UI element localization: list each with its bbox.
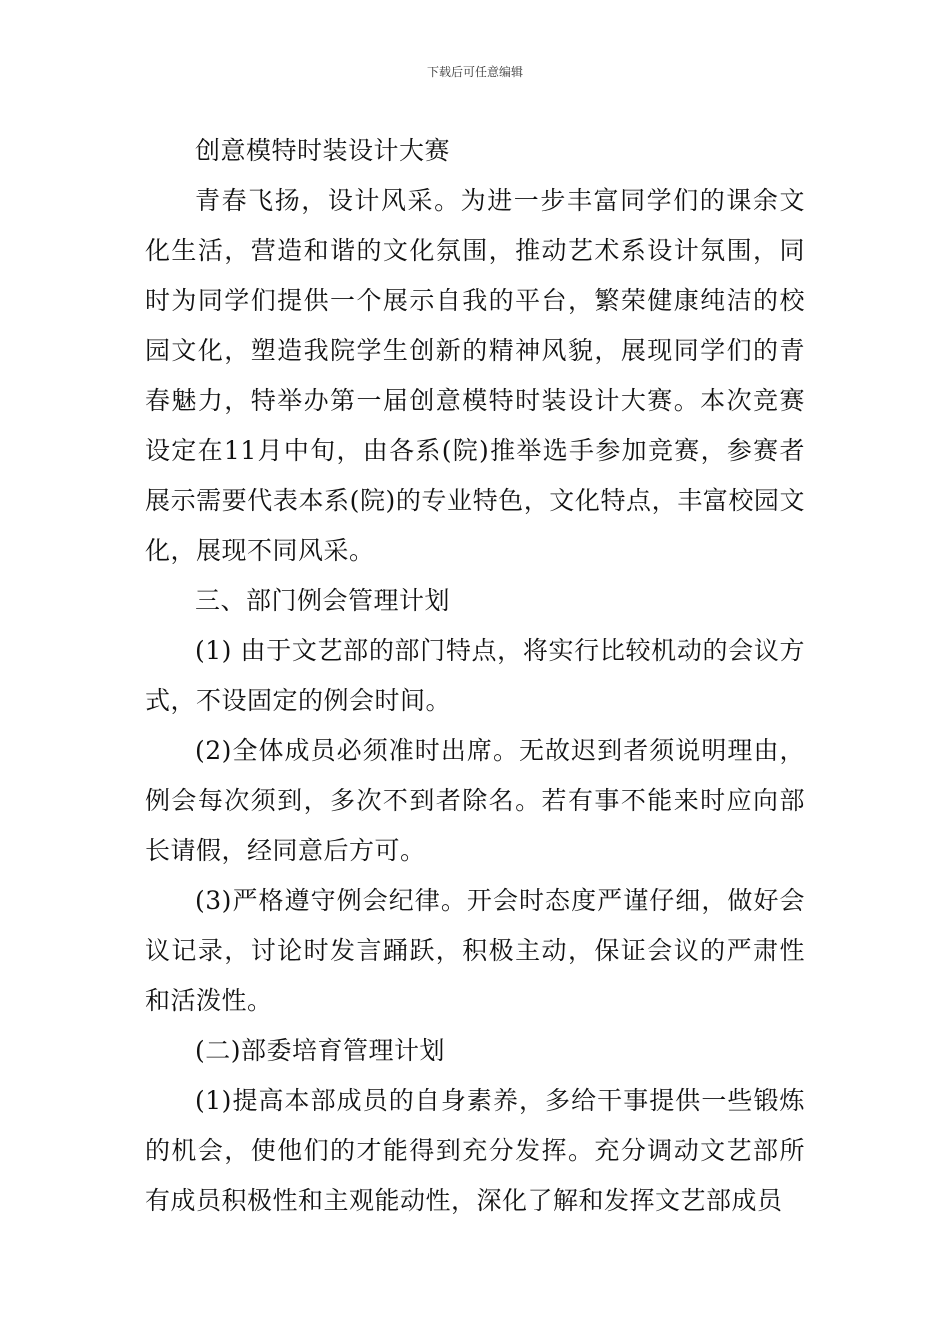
- page-header: 下载后可任意编辑: [426, 65, 523, 79]
- paragraph-meeting-item-1: (1) 由于文艺部的部门特点，将实行比较机动的会议方式，不设固定的例会时间。: [145, 636, 805, 715]
- document-body: [145, 126, 805, 1226]
- paragraph-meeting-item-3: (3)严格遵守例会纪律。开会时态度严谨仔细，做好会议记录，讨论时发言踊跃，积极主动，保证会议的严肃性和活泼性。: [145, 886, 805, 1015]
- section-heading-training-plan: (二)部委培育管理计划: [195, 1036, 446, 1065]
- paragraph-meeting-item-2: (2)全体成员必须准时出席。无故迟到者须说明理由，例会每次须到，多次不到者除名。若有事不能来时应向部长请假，经同意后方可。: [145, 736, 805, 865]
- paragraph-training-item-1: (1)提高本部成员的自身素养，多给干事提供一些锻炼的机会，使他们的才能得到充分发挥。充分调动文艺部所有成员积极性和主观能动性，深化了解和发挥文艺部成员: [145, 1086, 805, 1215]
- section-title-contest: 创意模特时装设计大赛: [195, 136, 451, 165]
- paragraph-contest-description: 青春飞扬，设计风采。为进一步丰富同学们的课余文化生活，营造和谐的文化氛围，推动艺术系设计氛围，同时为同学们提供一个展示自我的平台，繁荣健康纯洁的校园文化，塑造我院学生创新的精神风貌，展现同学们的青春魅力，特举办第一届创意模特时装设计大赛。本次竞赛设定在11月中旬，由各系(院)推举选手参加竞赛，参赛者展示需要代表本系(院)的专业特色，文化特点，丰富校园文化，展现不同风采。: [145, 186, 805, 565]
- section-heading-meeting-plan: 三、部门例会管理计划: [195, 586, 451, 615]
